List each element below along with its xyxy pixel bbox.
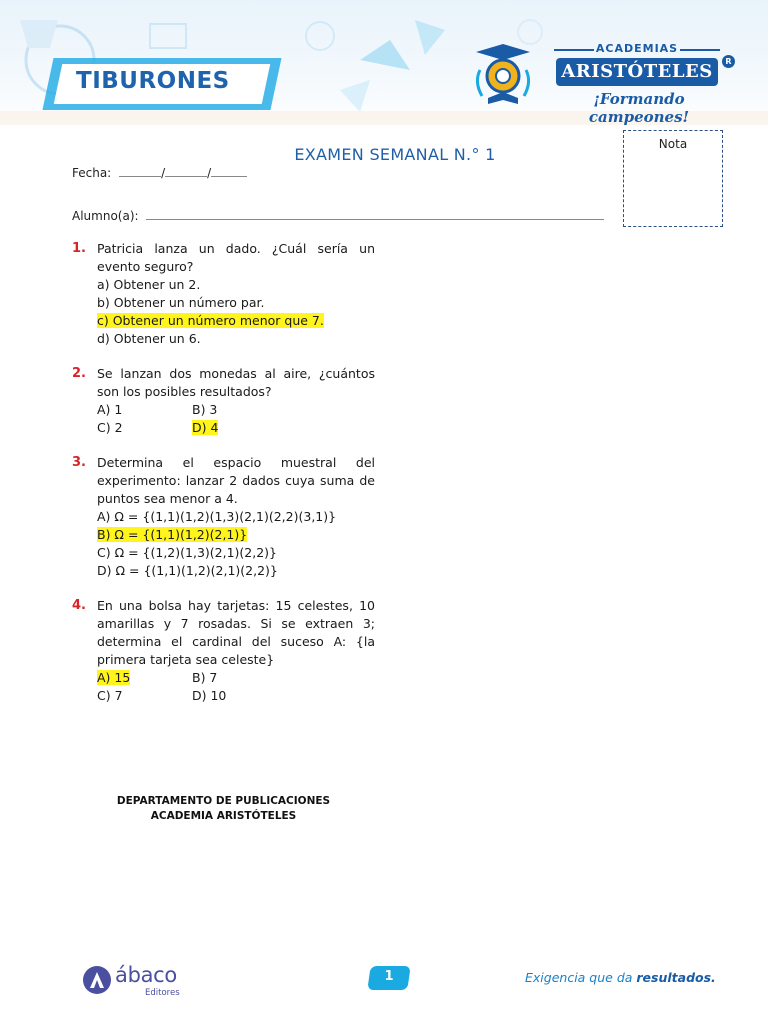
option-a: A) Ω = {(1,1)(1,2)(1,3)(2,1)(2,2)(3,1)} <box>97 509 337 524</box>
option-c-highlighted: c) Obtener un número menor que 7. <box>97 313 324 328</box>
student-field <box>72 208 604 223</box>
question-text: Se lanzan dos monedas al aire, ¿cuántos son los posibles resultados? <box>97 366 375 399</box>
question-number: 3. <box>72 455 86 470</box>
question-number: 4. <box>72 598 86 613</box>
question-number: 1. <box>72 241 86 256</box>
page-number: 1 <box>384 969 394 984</box>
date-day-blank[interactable] <box>119 165 161 177</box>
date-year-blank[interactable] <box>211 165 247 177</box>
date-field: Fecha: / / <box>72 165 247 180</box>
question-text: En una bolsa hay tarjetas: 15 celestes, 10 amarillas y 7 rosadas. Si se extraen 3; determina el cardinal del suceso A: {la primera tarjeta sea celeste} <box>97 598 375 667</box>
publisher-name: ábaco <box>115 963 177 987</box>
group-name: TIBURONES <box>76 68 230 94</box>
grade-label: Nota <box>658 137 688 151</box>
academy-name: ARISTÓTELES <box>556 58 718 86</box>
department-credit <box>96 794 351 824</box>
option-c: C) 7 <box>97 688 123 703</box>
question-3 <box>72 454 375 580</box>
option-d-highlighted: D) 4 <box>192 420 219 435</box>
student-name-blank[interactable] <box>146 208 604 220</box>
question-text: Patricia lanza un dado. ¿Cuál sería un evento seguro? <box>97 241 375 274</box>
option-a-highlighted: A) 15 <box>97 670 131 685</box>
question-text: Determina el espacio muestral del experimento: lanzar 2 dados cuya suma de puntos sea menor a 4. <box>97 455 375 506</box>
question-2 <box>72 365 375 437</box>
registered-mark: R <box>722 55 735 68</box>
student-label: Alumno(a): <box>72 209 139 223</box>
academy-top-label: ACADEMIAS <box>552 42 722 55</box>
academy-slogan: ¡Formando campeones! <box>588 90 690 126</box>
option-b: B) 3 <box>192 402 218 417</box>
department-line-2: ACADEMIA ARISTÓTELES <box>150 810 297 822</box>
abaco-logo-icon <box>82 965 112 995</box>
questions-list <box>72 240 375 722</box>
option-c: C) 2 <box>97 420 123 435</box>
footer-slogan-bold: resultados. <box>636 970 716 985</box>
option-b: b) Obtener un número par. <box>97 295 265 310</box>
department-line-1: DEPARTAMENTO DE PUBLICACIONES <box>116 795 331 807</box>
exam-title: EXAMEN SEMANAL N.° 1 <box>294 145 496 164</box>
option-d: d) Obtener un 6. <box>97 331 201 346</box>
question-1 <box>72 240 375 348</box>
option-b: B) 7 <box>192 670 218 685</box>
grade-box <box>623 130 723 227</box>
footer-slogan <box>525 970 725 985</box>
footer-slogan-prefix: Exigencia que da <box>525 970 637 985</box>
publisher-sub: Editores <box>145 988 180 998</box>
date-label: Fecha: <box>72 166 112 180</box>
option-b-highlighted: B) Ω = {(1,1)(1,2)(2,1)} <box>97 527 248 542</box>
date-month-blank[interactable] <box>165 165 207 177</box>
group-banner <box>48 58 276 110</box>
academy-crest-icon <box>470 42 536 108</box>
question-number: 2. <box>72 366 86 381</box>
question-4 <box>72 597 375 705</box>
option-d: D) Ω = {(1,1)(1,2)(2,1)(2,2)} <box>97 563 278 578</box>
option-c: C) Ω = {(1,2)(1,3)(2,1)(2,2)} <box>97 545 277 560</box>
option-d: D) 10 <box>192 688 227 703</box>
option-a: A) 1 <box>97 402 123 417</box>
option-a: a) Obtener un 2. <box>97 277 201 292</box>
